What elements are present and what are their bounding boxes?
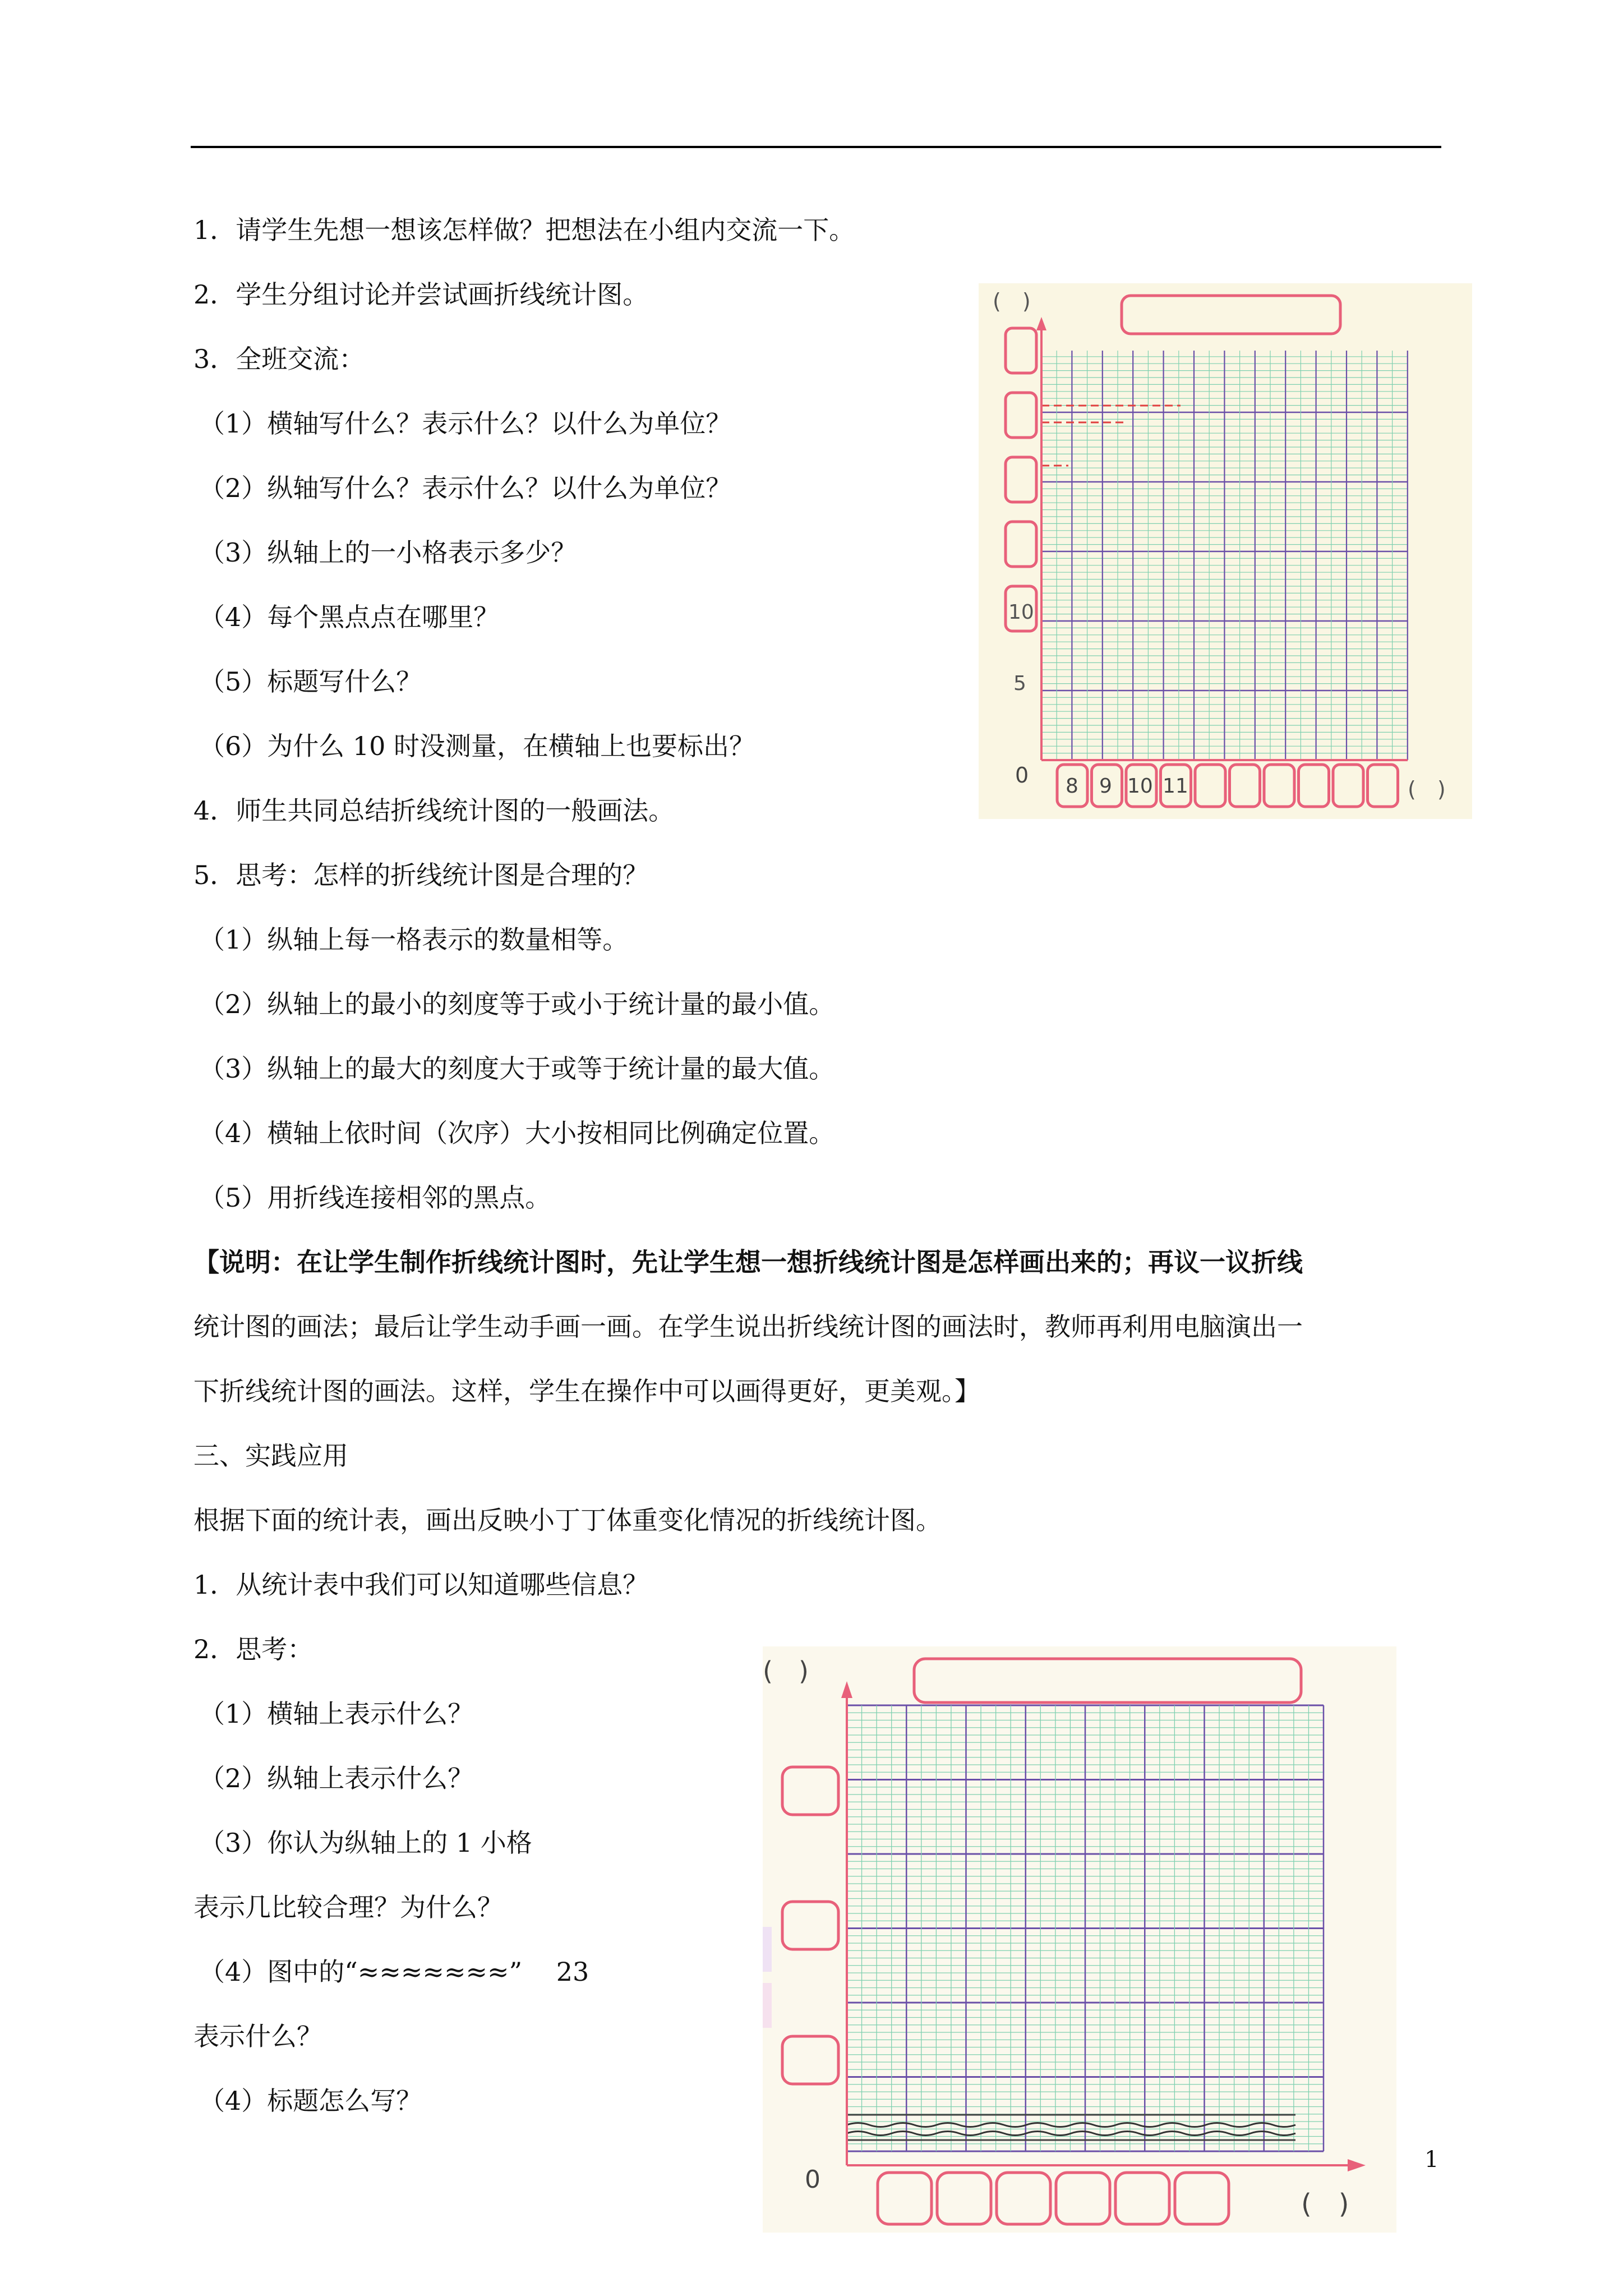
- y-label-box: [1006, 457, 1036, 502]
- x-unit-label: ( ): [1408, 777, 1446, 802]
- y-label-box: [782, 2036, 838, 2084]
- x-label-box: [1333, 765, 1363, 807]
- left-margin-mark: [763, 1927, 772, 1972]
- chart-grid: [1041, 351, 1408, 760]
- text-line: （4）横轴上依时间（次序）大小按相同比例确定位置。: [199, 1118, 835, 1148]
- x-label-box: [1056, 2173, 1110, 2224]
- x-unit-label: ( ): [1301, 2188, 1349, 2220]
- section-heading: 三、实践应用: [193, 1441, 348, 1471]
- text-line: 1．请学生先想一想该怎样做？把想法在小组内交流一下。: [193, 215, 855, 245]
- x-label-box: [1115, 2173, 1169, 2224]
- y-label-box: [782, 1902, 838, 1949]
- page-number: 1: [1424, 2147, 1439, 2173]
- text-line: 4．师生共同总结折线统计图的一般画法。: [193, 795, 675, 826]
- origin-label: 0: [805, 2165, 820, 2194]
- x-label-boxes: [878, 2173, 1229, 2224]
- title-box: [914, 1659, 1301, 1703]
- text-line: （1）纵轴上每一格表示的数量相等。: [199, 924, 629, 955]
- text-line: 2．学生分组讨论并尝试画折线统计图。: [193, 279, 649, 310]
- dashed-guide-lines: [1041, 406, 1181, 466]
- origin-label: 0: [1015, 763, 1029, 788]
- x-label-box: [1195, 765, 1225, 807]
- text-line: （3）你认为纵轴上的 1 小格: [199, 1828, 532, 1858]
- text-line: （3）纵轴上的一小格表示多少？: [199, 537, 577, 568]
- x-label-box: [1175, 2173, 1229, 2224]
- text-line: （2）纵轴写什么？表示什么？以什么为单位？: [199, 473, 732, 503]
- text-line: 2．思考：: [193, 1634, 313, 1664]
- y-label-box: [1006, 393, 1036, 438]
- text-line: 表示几比较合理？为什么？: [193, 1892, 503, 1922]
- x-axis-arrow: [1348, 2159, 1366, 2171]
- chart-grid: [847, 1705, 1324, 2151]
- x-label-box: [1299, 765, 1329, 807]
- left-margin-mark: [763, 1983, 772, 2028]
- x-tick-label-8: 8: [1066, 775, 1078, 798]
- y-axis-arrow: [1036, 317, 1046, 330]
- x-label-box: [937, 2173, 991, 2224]
- y-axis-arrow: [841, 1681, 852, 1698]
- blank-line-chart-grid-1: [979, 283, 1472, 819]
- y-tick-label-5: 5: [1013, 672, 1026, 695]
- y-label-box: [782, 1767, 838, 1815]
- x-label-box: [1264, 765, 1294, 807]
- text-line: （6）为什么 10 时没测量，在横轴上也要标出？: [199, 731, 755, 761]
- text-line: 5．思考：怎样的折线统计图是合理的？: [193, 860, 649, 890]
- text-line: （4）图中的“≈≈≈≈≈≈≈” 23: [199, 1957, 589, 1987]
- text-line: （5）标题写什么？: [199, 666, 422, 697]
- text-line: （2）纵轴上的最小的刻度等于或小于统计量的最小值。: [199, 989, 835, 1019]
- text-line: （1）横轴写什么？表示什么？以什么为单位？: [199, 408, 732, 439]
- text-line: 表示什么？: [193, 2021, 322, 2051]
- text-line: （4）标题怎么写？: [199, 2086, 422, 2116]
- text-line: 3．全班交流：: [193, 344, 365, 374]
- text-line: 1．从统计表中我们可以知道哪些信息？: [193, 1570, 649, 1600]
- x-label-box: [878, 2173, 932, 2224]
- note-line: 下折线统计图的画法。这样，学生在操作中可以画得更好，更美观。】: [193, 1376, 980, 1406]
- note-line: 统计图的画法；最后让学生动手画一画。在学生说出折线统计图的画法时，教师再利用电脑演出一: [193, 1312, 1303, 1342]
- blank-line-chart-grid-2: [763, 1646, 1396, 2233]
- text-line: （5）用折线连接相邻的黑点。: [199, 1182, 551, 1213]
- top-rule: [191, 146, 1441, 148]
- text-line: 根据下面的统计表，画出反映小丁丁体重变化情况的折线统计图。: [193, 1505, 942, 1535]
- x-label-box: [1230, 765, 1260, 807]
- unit-label-y: ( ): [763, 1656, 809, 1686]
- x-label-box: [1368, 765, 1398, 807]
- text-line: （2）纵轴上表示什么？: [199, 1763, 474, 1793]
- unit-label-y: ( ): [993, 289, 1031, 314]
- title-box: [1122, 296, 1340, 334]
- x-tick-label-11: 11: [1163, 775, 1188, 798]
- x-label-box: [997, 2173, 1050, 2224]
- y-label-box: [1006, 328, 1036, 373]
- x-tick-label-9: 9: [1099, 775, 1112, 798]
- text-line: （4）每个黑点点在哪里？: [199, 602, 500, 632]
- y-tick-label-10: 10: [1008, 601, 1034, 624]
- text-line: （1）横轴上表示什么？: [199, 1699, 474, 1729]
- y-label-box: [1006, 522, 1036, 567]
- text-line: （3）纵轴上的最大的刻度大于或等于统计量的最大值。: [199, 1053, 835, 1084]
- note-line: 【说明：在让学生制作折线统计图时，先让学生想一想折线统计图是怎样画出来的；再议一议折线: [193, 1247, 1303, 1277]
- x-tick-label-10: 10: [1127, 775, 1153, 798]
